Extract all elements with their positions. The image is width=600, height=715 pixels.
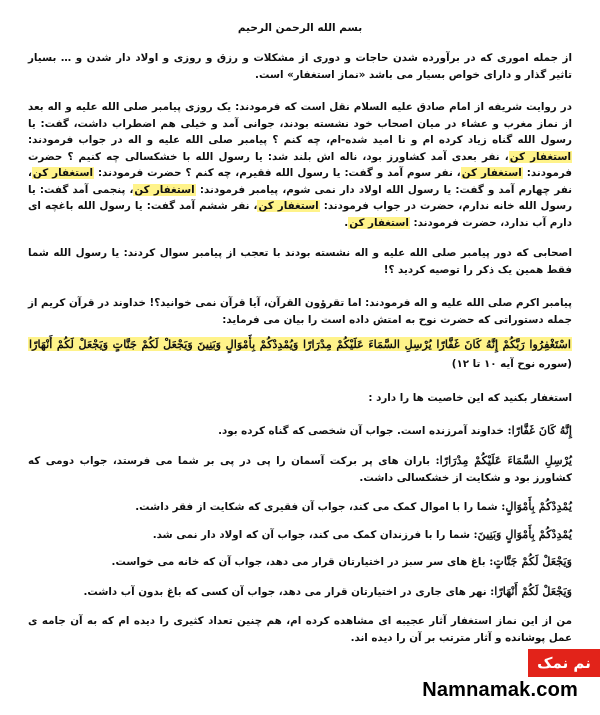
benefit-verse: وَيَجْعَلْ لَكُمْ جَنَّاتٍ:	[489, 554, 572, 568]
benefit-text: شما را با فرزندان کمک می کند، جواب آن که اولاد دار نمی شد.	[152, 529, 474, 541]
benefit-item	[28, 583, 572, 601]
highlighted-phrase: استغفار کن	[134, 183, 195, 196]
highlighted-phrase: استغفار کن	[258, 200, 319, 212]
story-paragraph	[28, 99, 572, 231]
story-text: ، نفر سوم آمد و گفت: یا رسول الله فقیرم، چه کنم ؟ حضرت فرمودند:	[94, 167, 461, 179]
story-text: ، نفر چهارم آمد و گفت: یا رسول الله اولاد دار نمی شوم، پیامبر فرمودند:	[28, 167, 572, 196]
highlighted-phrase: استغفار کن	[509, 150, 571, 163]
benefit-item	[28, 526, 572, 544]
quran-verse: اسْتَغْفِرُوا رَبَّكُمْ إِنَّهُ كَانَ غَفَّارًا يُرْسِلِ السَّمَاءَ عَلَيْكُمْ مِدْرَارًا وَيُمْدِدْكُمْ بِأَمْوَالٍ وَبَنِينَ وَيَجْعَلْ لَكُمْ جَنَّاتٍ وَيَجْعَلْ لَكُمْ أَنْهَارًا	[29, 337, 571, 351]
benefit-text: نهر های جاری در اختیارتان قرار می دهد، جواب آن کسی که باغ بدون آب داشت.	[83, 586, 491, 598]
question-paragraph: اصحابی که دور پیامبر صلی الله علیه و اله نشسته بودند با تعجب از پیامبر سوال کردند: یا رسول الله شما فقط همین یک ذکر را توصیه کردید ؟!	[28, 247, 572, 276]
benefit-text: شما را با اموال کمک می کند، جواب آن فقیری که شکایت از فقر داشت.	[135, 501, 502, 513]
verse-paragraph	[28, 335, 572, 374]
story-text: ، نفر بعدی آمد کشاورز بود، ناله اش بلند شد: یا رسول الله با خشکسالی چه کنیم ؟ حضرت فرمودند:	[28, 150, 572, 179]
benefit-verse: يُرْسِلِ السَّمَاءَ عَلَيْكُمْ مِدْرَارًا:	[435, 453, 572, 467]
benefit-verse: يُمْدِدْكُمْ بِأَمْوَالٍ:	[501, 499, 572, 513]
benefit-verse: وَيَجْعَلْ لَكُمْ أَنْهَارًا:	[490, 584, 572, 598]
benefit-item	[28, 498, 572, 516]
benefit-item	[28, 452, 572, 486]
benefit-item	[28, 553, 572, 571]
benefit-verse: إِنَّهُ كَانَ غَفَّارًا:	[507, 423, 572, 437]
attention-line: استغفار بکنید که این خاصیت ها را دارد :	[368, 392, 572, 404]
story-text: در روایت شریفه از امام صادق علیه السلام نقل است که فرمودند: یک روزی پیامبر صلی الله علیه و اله بعد از نماز مغرب و عشاء در میان اصحاب خود نشسته بودند، جوانی آمد و خیلی هم اضطراب داشت، گفت: یا رسول الله گناه زیاد کرده ام و نا امید شده-ام، چه کنم ؟ پیامبر صلی الله علیه و اله در جواب فرمودند:	[28, 101, 572, 146]
story-text: ، نفر ششم آمد گفت: یا رسول الله باغچه ای دارم آب ندارد، حضرت فرمودند:	[28, 200, 572, 229]
highlighted-phrase: استغفار کن	[349, 216, 409, 229]
benefit-verse: يُمْدِدْكُمْ بِأَمْوَالٍ وَبَنِينَ:	[473, 527, 572, 541]
prophet-paragraph: پیامبر اکرم صلی الله علیه و اله فرمودند: اما تقرؤون القرآن، آیا قرآن نمی خوانید؟! خداوند در قرآن کریم از جمله دستوراتی که حضرت نوح به امتش داده است را بیان می فرماید:	[28, 297, 572, 326]
namnamak-logo-badge: نم نمک	[528, 649, 600, 677]
namnamak-logo-text: Namnamak.com	[422, 679, 578, 701]
benefit-text: باران های پر برکت آسمان را پی در پی بر شما می فرستد، جواب دومی که کشاورز بود و شکایت از خشکسالی داشت.	[28, 455, 572, 484]
highlighted-phrase: استغفار کن	[32, 167, 94, 179]
story-text: ، پنجمی آمد گفت: یا رسول الله خانه ندارم، حضرت در جواب فرمودند:	[28, 183, 572, 212]
highlighted-phrase: استغفار کن	[461, 167, 522, 179]
benefit-item	[28, 422, 572, 440]
closing-paragraph: من از این نماز استغفار آثار عجیبه ای مشاهده کرده ام، هم چنین تعداد کثیری را دیده ام که به آن جامه ی عمل پوشانده و آثار مترتب بر آن را دیده اند.	[28, 615, 572, 644]
benefit-text: خداوند آمرزنده است. جواب آن شخصی که گناه کرده بود.	[218, 425, 508, 437]
page-title: بسم الله الرحمن الرحیم	[237, 22, 363, 34]
intro-paragraph: از جمله اموری که در برآورده شدن حاجات و دوری از مشکلات و رزق و روزی و اولاد دار شدن و … بسیار تاثیر گذار و دارای خواص بسیار می باشد «نماز استغفار» است.	[28, 52, 572, 81]
verse-reference: (سوره نوح آیه ۱۰ تا ۱۲)	[451, 358, 572, 370]
benefit-text: باغ های سر سبز در اختیارتان قرار می دهد، جواب آن که خانه می خواست.	[111, 556, 490, 568]
story-text: .	[344, 216, 349, 229]
